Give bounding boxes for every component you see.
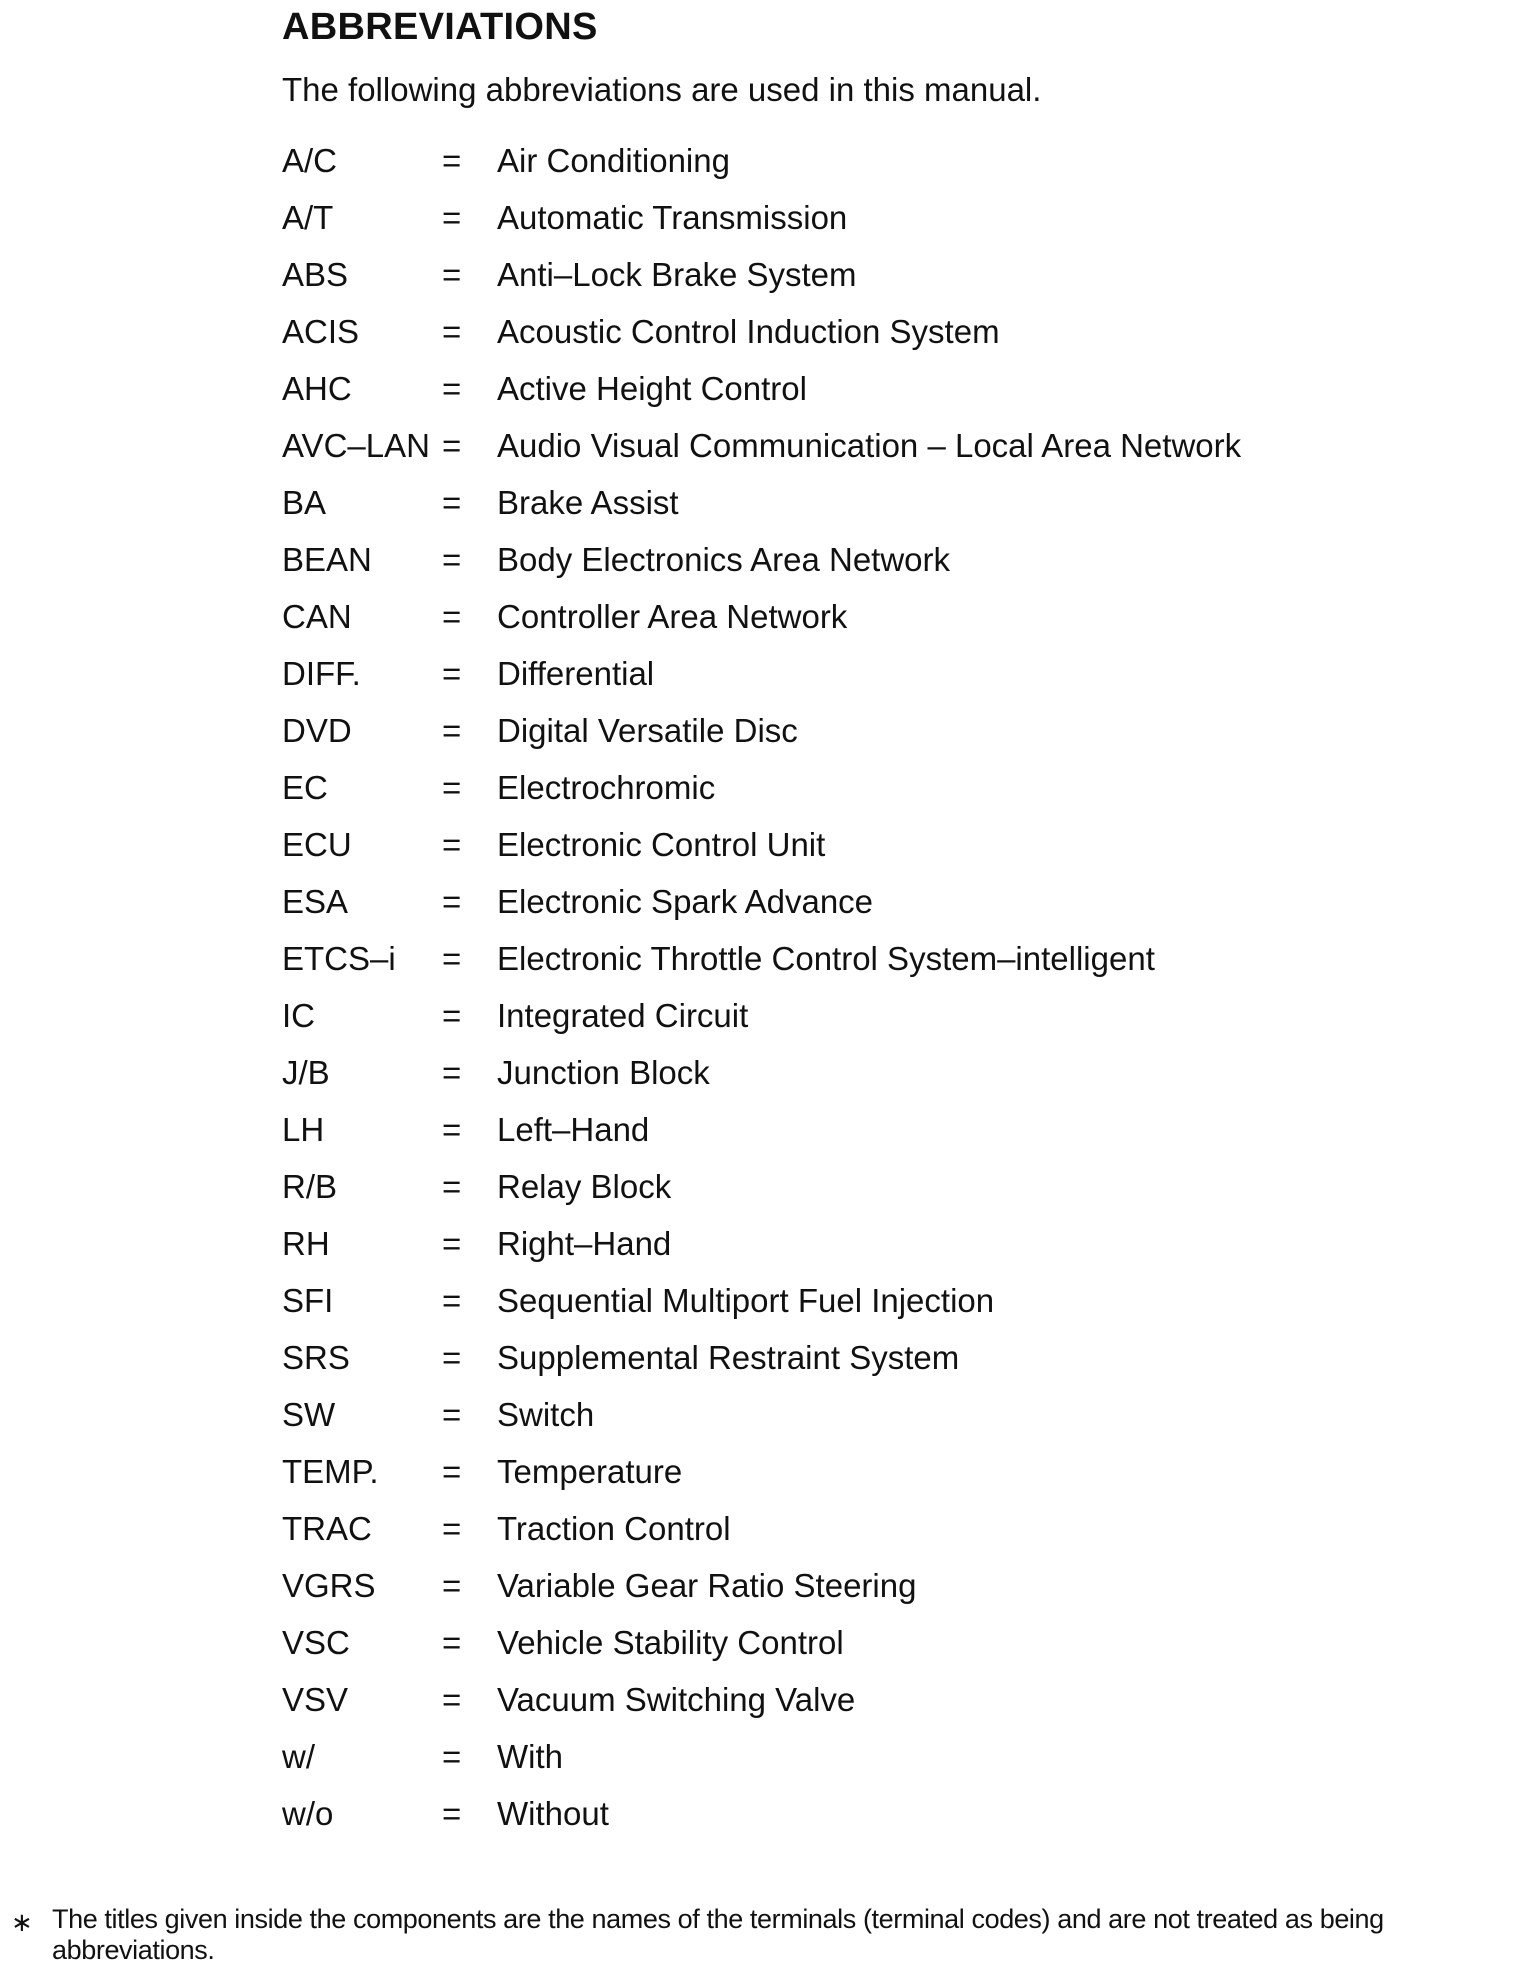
abbreviation-term: VSV bbox=[282, 1681, 349, 1718]
abbreviation-row bbox=[282, 1734, 1382, 1791]
equals-sign: = bbox=[442, 769, 462, 806]
abbreviation-term: ESA bbox=[282, 883, 349, 920]
abbreviation-row bbox=[282, 765, 1382, 822]
equals-sign: = bbox=[442, 997, 462, 1034]
abbreviation-row bbox=[282, 594, 1382, 651]
abbreviation-term: DIFF. bbox=[282, 655, 361, 692]
abbreviation-term: VGRS bbox=[282, 1567, 376, 1604]
abbreviation-row bbox=[282, 708, 1382, 765]
abbreviation-term: EC bbox=[282, 769, 328, 806]
abbreviation-row bbox=[282, 309, 1382, 366]
abbreviation-definition: Digital Versatile Disc bbox=[497, 712, 798, 749]
abbreviation-term: AVC–LAN bbox=[282, 427, 430, 464]
abbreviation-definition: Air Conditioning bbox=[497, 142, 730, 179]
abbreviation-row bbox=[282, 1278, 1382, 1335]
equals-sign: = bbox=[442, 883, 462, 920]
abbreviation-term: BEAN bbox=[282, 541, 372, 578]
abbreviation-row bbox=[282, 537, 1382, 594]
abbreviation-row bbox=[282, 138, 1382, 195]
abbreviation-row bbox=[282, 480, 1382, 537]
abbreviation-definition: Differential bbox=[497, 655, 655, 692]
abbreviation-definition: Brake Assist bbox=[497, 484, 679, 521]
equals-sign: = bbox=[442, 598, 462, 635]
intro-text: The following abbreviations are used in this manual. bbox=[282, 71, 1042, 108]
abbreviation-term: TEMP. bbox=[282, 1453, 379, 1490]
equals-sign: = bbox=[442, 1396, 462, 1433]
abbreviation-row bbox=[282, 1392, 1382, 1449]
footnote-text: The titles given inside the components are the names of the terminals (terminal codes) and are not treated as being abbreviations. bbox=[52, 1904, 1384, 1965]
asterisk-icon: ∗ bbox=[11, 1907, 33, 1937]
abbreviation-term: w/ bbox=[282, 1738, 315, 1775]
abbreviation-row bbox=[282, 879, 1382, 936]
page-title: ABBREVIATIONS bbox=[282, 6, 598, 48]
abbreviation-term: SW bbox=[282, 1396, 336, 1433]
equals-sign: = bbox=[442, 1681, 462, 1718]
abbreviation-definition: Electrochromic bbox=[497, 769, 716, 806]
abbreviation-row bbox=[282, 1620, 1382, 1677]
equals-sign: = bbox=[442, 1339, 462, 1376]
abbreviation-term: RH bbox=[282, 1225, 330, 1262]
abbreviation-definition: Temperature bbox=[497, 1453, 683, 1490]
abbreviation-term: ETCS–i bbox=[282, 940, 396, 977]
abbreviation-list bbox=[282, 138, 1382, 1848]
abbreviation-term: ABS bbox=[282, 256, 349, 293]
abbreviation-row bbox=[282, 1791, 1382, 1848]
abbreviation-definition: Junction Block bbox=[497, 1054, 710, 1091]
equals-sign: = bbox=[442, 1054, 462, 1091]
abbreviation-definition: Without bbox=[497, 1795, 609, 1832]
equals-sign: = bbox=[442, 541, 462, 578]
abbreviation-row bbox=[282, 1449, 1382, 1506]
equals-sign: = bbox=[442, 1567, 462, 1604]
abbreviation-term: DVD bbox=[282, 712, 352, 749]
equals-sign: = bbox=[442, 199, 462, 236]
abbreviation-term: R/B bbox=[282, 1168, 338, 1205]
equals-sign: = bbox=[442, 427, 462, 464]
equals-sign: = bbox=[442, 1168, 462, 1205]
abbreviation-definition: Relay Block bbox=[497, 1168, 672, 1205]
abbreviation-definition: Electronic Throttle Control System–intelligent bbox=[497, 940, 1155, 977]
abbreviation-row bbox=[282, 1506, 1382, 1563]
equals-sign: = bbox=[442, 370, 462, 407]
abbreviation-term: SFI bbox=[282, 1282, 334, 1319]
abbreviation-row bbox=[282, 1050, 1382, 1107]
abbreviation-term: J/B bbox=[282, 1054, 330, 1091]
abbreviation-term: BA bbox=[282, 484, 327, 521]
equals-sign: = bbox=[442, 142, 462, 179]
abbreviation-definition: Anti–Lock Brake System bbox=[497, 256, 857, 293]
abbreviation-row bbox=[282, 366, 1382, 423]
equals-sign: = bbox=[442, 655, 462, 692]
abbreviation-row bbox=[282, 195, 1382, 252]
equals-sign: = bbox=[442, 1510, 462, 1547]
abbreviation-definition: With bbox=[497, 1738, 563, 1775]
equals-sign: = bbox=[442, 313, 462, 350]
abbreviation-row bbox=[282, 252, 1382, 309]
abbreviation-row bbox=[282, 1563, 1382, 1620]
abbreviation-definition: Body Electronics Area Network bbox=[497, 541, 951, 578]
abbreviation-row bbox=[282, 1107, 1382, 1164]
abbreviation-term: ECU bbox=[282, 826, 352, 863]
footnote bbox=[0, 1904, 1520, 1974]
abbreviation-row bbox=[282, 423, 1382, 480]
abbreviation-row bbox=[282, 822, 1382, 879]
abbreviation-row bbox=[282, 1335, 1382, 1392]
abbreviation-definition: Controller Area Network bbox=[497, 598, 848, 635]
abbreviation-term: IC bbox=[282, 997, 315, 1034]
abbreviation-row bbox=[282, 936, 1382, 993]
abbreviation-definition: Audio Visual Communication – Local Area Network bbox=[497, 427, 1242, 464]
abbreviation-definition: Vehicle Stability Control bbox=[497, 1624, 844, 1661]
abbreviation-definition: Left–Hand bbox=[497, 1111, 650, 1148]
equals-sign: = bbox=[442, 256, 462, 293]
equals-sign: = bbox=[442, 1795, 462, 1832]
equals-sign: = bbox=[442, 940, 462, 977]
equals-sign: = bbox=[442, 1624, 462, 1661]
abbreviation-term: A/C bbox=[282, 142, 338, 179]
abbreviation-term: AHC bbox=[282, 370, 352, 407]
abbreviation-row bbox=[282, 1221, 1382, 1278]
abbreviation-row bbox=[282, 1164, 1382, 1221]
equals-sign: = bbox=[442, 484, 462, 521]
equals-sign: = bbox=[442, 1225, 462, 1262]
equals-sign: = bbox=[442, 1453, 462, 1490]
abbreviation-term: LH bbox=[282, 1111, 325, 1148]
abbreviation-term: TRAC bbox=[282, 1510, 372, 1547]
abbreviation-definition: Electronic Spark Advance bbox=[497, 883, 874, 920]
abbreviation-term: ACIS bbox=[282, 313, 360, 350]
abbreviation-definition: Acoustic Control Induction System bbox=[497, 313, 1000, 350]
abbreviation-definition: Traction Control bbox=[497, 1510, 731, 1547]
abbreviation-term: w/o bbox=[282, 1795, 334, 1832]
abbreviation-definition: Active Height Control bbox=[497, 370, 807, 407]
abbreviation-term: CAN bbox=[282, 598, 352, 635]
abbreviation-definition: Sequential Multiport Fuel Injection bbox=[497, 1282, 995, 1319]
abbreviation-definition: Integrated Circuit bbox=[497, 997, 749, 1034]
abbreviation-definition: Automatic Transmission bbox=[497, 199, 848, 236]
equals-sign: = bbox=[442, 826, 462, 863]
abbreviation-term: VSC bbox=[282, 1624, 350, 1661]
abbreviation-definition: Switch bbox=[497, 1396, 595, 1433]
abbreviation-definition: Electronic Control Unit bbox=[497, 826, 826, 863]
abbreviation-row bbox=[282, 1677, 1382, 1734]
abbreviation-term: SRS bbox=[282, 1339, 350, 1376]
equals-sign: = bbox=[442, 1282, 462, 1319]
abbreviation-row bbox=[282, 993, 1382, 1050]
abbreviation-definition: Supplemental Restraint System bbox=[497, 1339, 960, 1376]
abbreviation-term: A/T bbox=[282, 199, 334, 236]
equals-sign: = bbox=[442, 1738, 462, 1775]
abbreviation-definition: Right–Hand bbox=[497, 1225, 672, 1262]
equals-sign: = bbox=[442, 712, 462, 749]
abbreviation-definition: Variable Gear Ratio Steering bbox=[497, 1567, 917, 1604]
abbreviation-definition: Vacuum Switching Valve bbox=[497, 1681, 856, 1718]
equals-sign: = bbox=[442, 1111, 462, 1148]
abbreviation-row bbox=[282, 651, 1382, 708]
